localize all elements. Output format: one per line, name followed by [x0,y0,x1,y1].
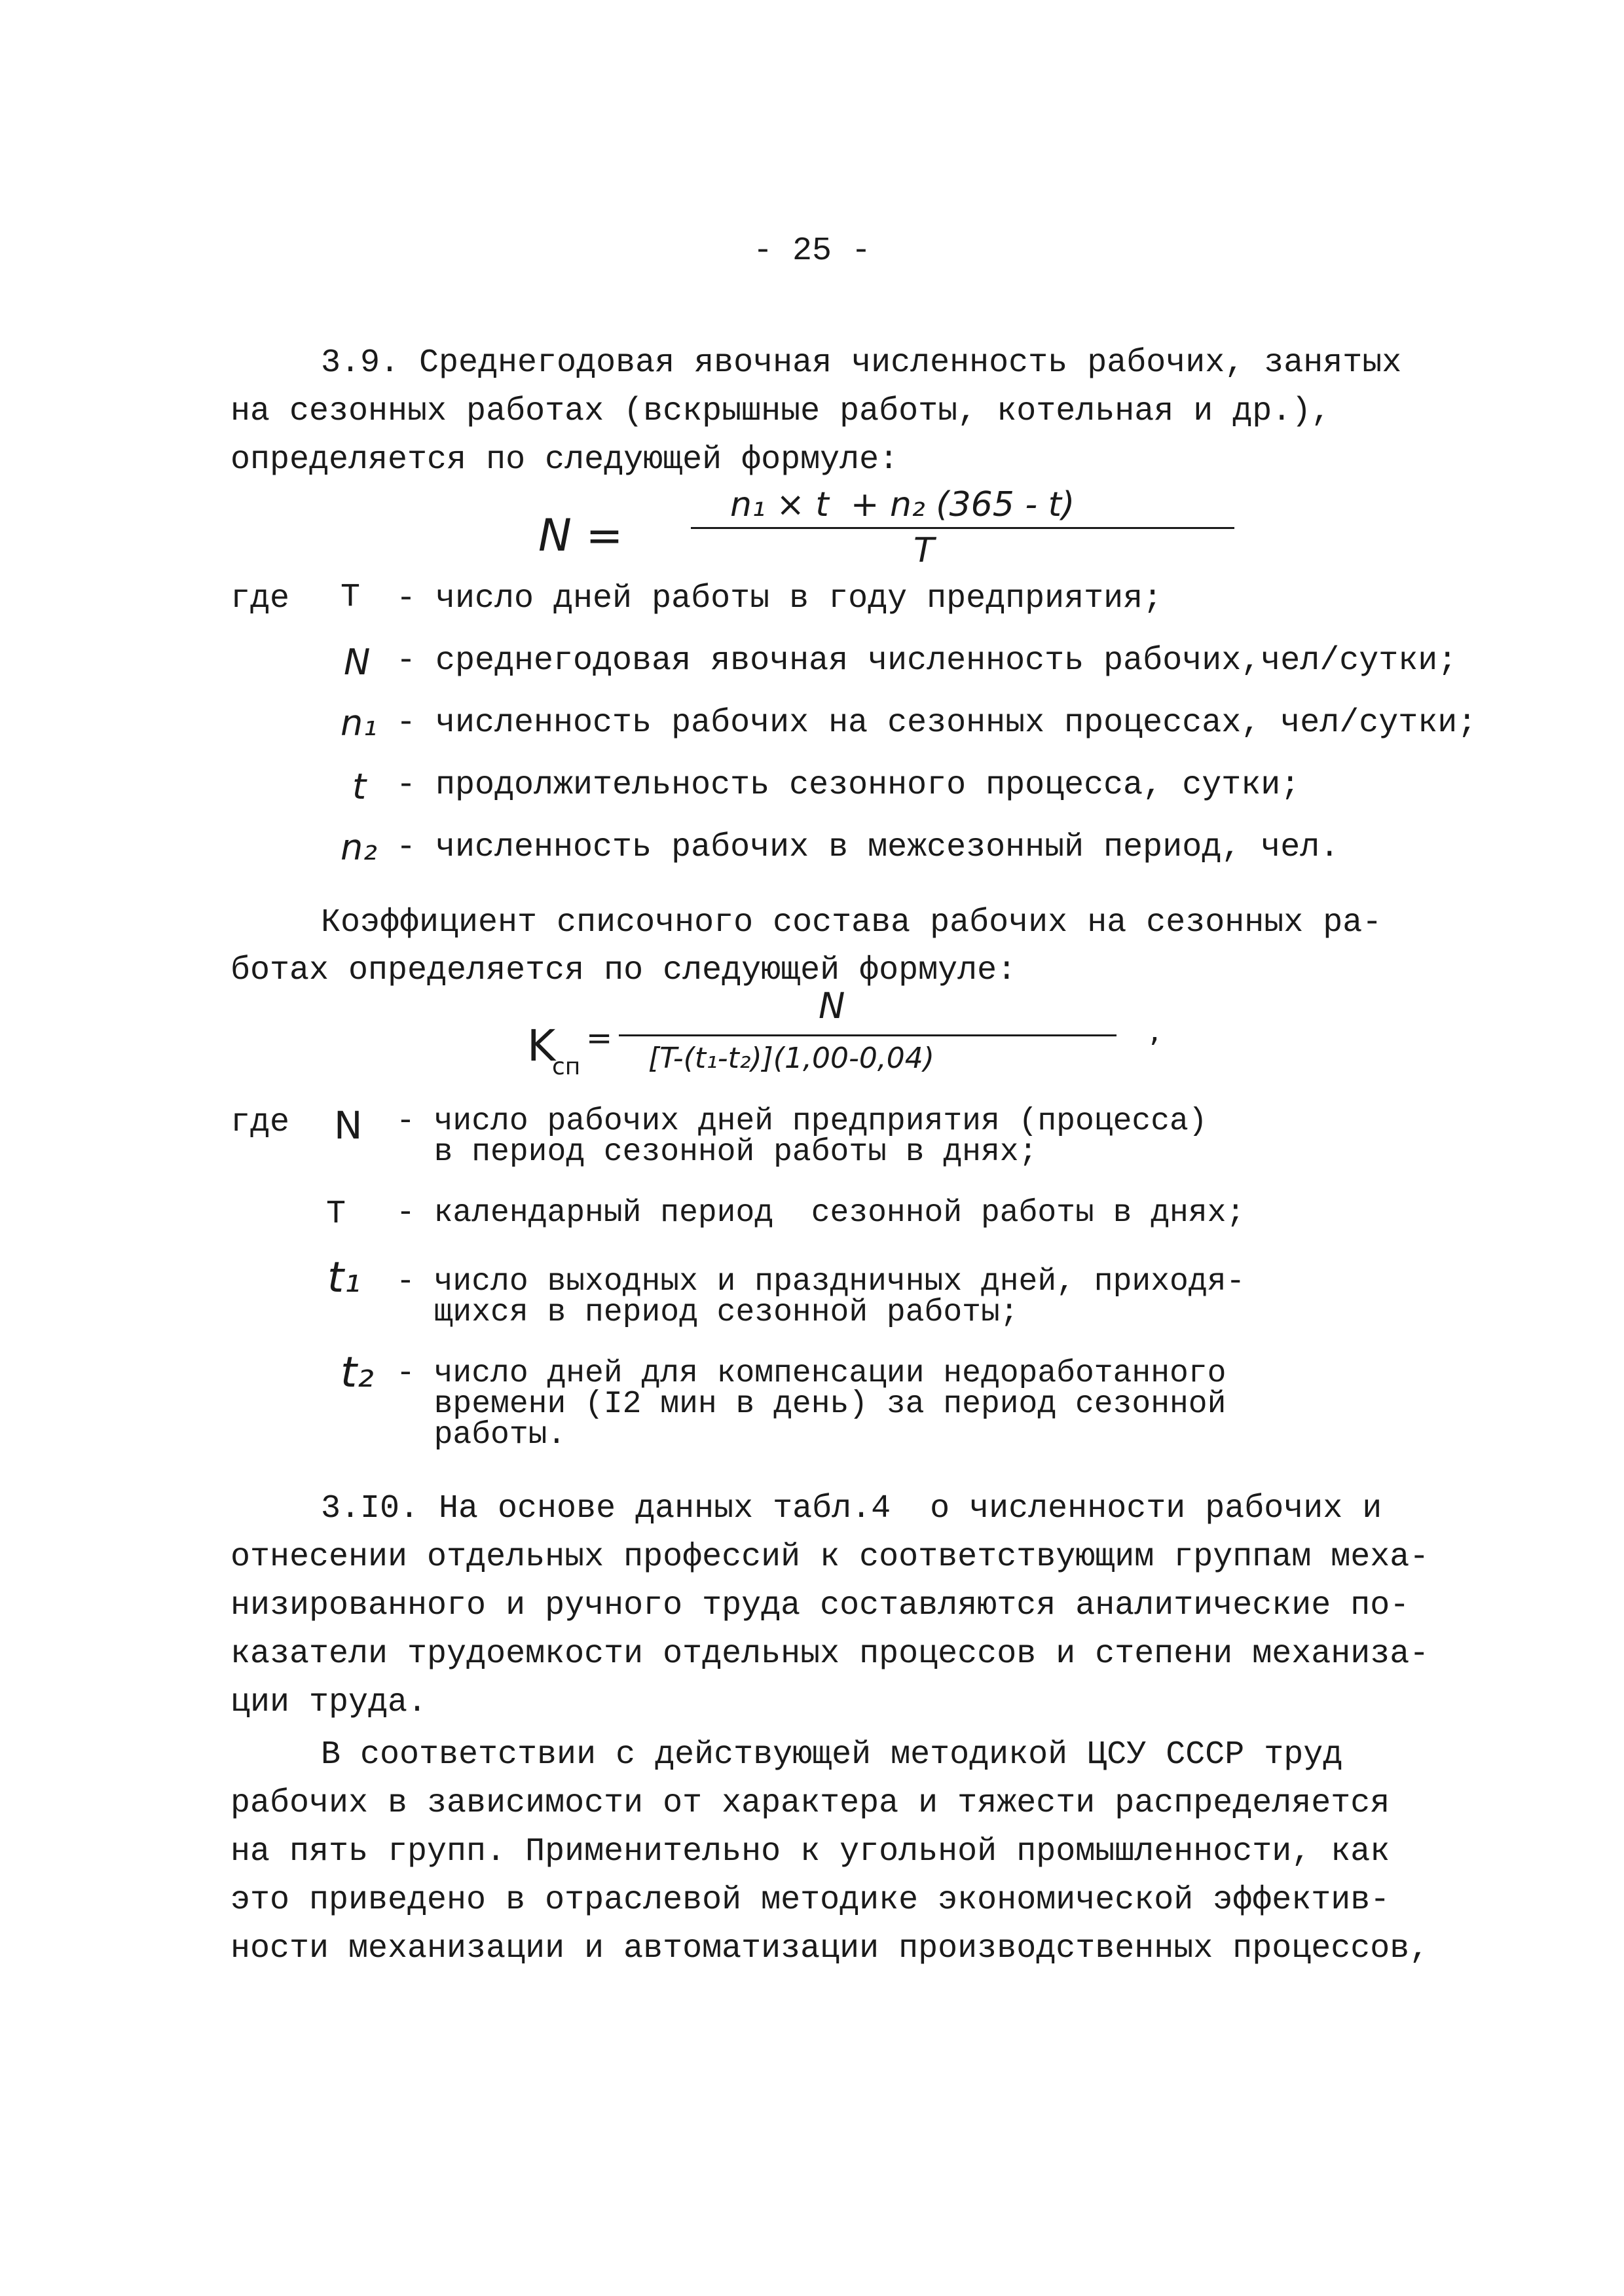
definition-text: - численность рабочих в межсезонный период, чел. [396,829,1340,866]
definition-text-line: работы. [396,1417,566,1453]
final-paragraph-line-1: В соответствии с действующей методикой ЦСУ СССР труд [321,1736,1343,1774]
definition-text: - среднегодовая явочная численность рабочих,чел/сутки; [396,642,1458,680]
where-label-1: где [231,580,290,617]
definition-symbol: n₂ [341,827,377,868]
definition-text-line: - число выходных и праздничных дней, приходя- [396,1264,1246,1300]
where-label-2: где [231,1104,290,1141]
final-paragraph-line-3: на пять групп. Применительно к угольной промышленности, как [231,1833,1390,1870]
definition-symbol: t₂ [341,1349,374,1397]
section-3-10-line-3: низированного и ручного труда составляются аналитические по- [231,1587,1410,1624]
final-paragraph-line-2: рабочих в зависимости от характера и тяжести распределяется [231,1785,1390,1822]
formula-k-subscript: сп [552,1053,581,1080]
formula-k-numerator: N [819,985,845,1027]
definition-symbol: T [341,579,361,616]
definition-text: - численность рабочих на сезонных процессах, чел/сутки; [396,704,1477,742]
formula-k-lhs: K [527,1021,556,1071]
section-3-10-line-5: ции труда. [231,1684,428,1721]
final-paragraph-line-4: это приведено в отраслевой методике экономической эффектив- [231,1882,1390,1919]
definition-text-line: - число рабочих дней предприятия (процесса) [396,1104,1208,1139]
section-3-10-line-4: казатели трудоемкости отдельных процессов и степени механиза- [231,1635,1430,1673]
definition-text-line: времени (I2 мин в день) за период сезонной [396,1387,1227,1422]
definition-symbol: t₁ [327,1254,361,1302]
definition-text-line: щихся в период сезонной работы; [396,1295,1019,1330]
formula-n-denominator: T [913,531,934,570]
definition-symbol: T [326,1195,346,1233]
section-3-9-line-3: определяется по следующей формуле: [231,441,899,479]
definition-text-line: в период сезонной работы в днях; [396,1135,1038,1170]
definition-text: - продолжительность сезонного процесса, сутки; [396,767,1301,804]
formula-k-equals: = [586,1020,613,1057]
definition-text-line: - календарный период сезонной работы в днях; [396,1195,1246,1231]
coefficient-line-1: Коэффициент списочного состава рабочих на сезонных ра- [321,904,1382,941]
formula-k-denominator: [T-(t₁-t₂)](1,00-0,04) [648,1042,934,1075]
section-3-9-line-1: 3.9. Среднегодовая явочная численность рабочих, занятых [321,344,1402,382]
definition-symbol: t [352,766,367,807]
coefficient-line-2: ботах определяется по следующей формуле: [231,952,1017,989]
definition-symbol: n₁ [341,702,377,744]
section-3-9-line-2: на сезонных работах (вскрышные работы, котельная и др.), [231,393,1331,430]
section-3-10-line-1: 3.I0. На основе данных табл.4 о численности рабочих и [321,1490,1382,1527]
formula-n-fraction-bar [691,527,1234,529]
section-3-10-line-2: отнесении отдельных профессий к соответствующим группам меха- [231,1539,1430,1576]
formula-n-numerator: n₁ × t + n₂ (365 - t) [730,485,1075,524]
formula-n-lhs: N = [538,510,623,562]
page-number: - 25 - [752,232,872,270]
definition-text: - число дней работы в году предприятия; [396,580,1163,617]
formula-k-trailing-comma: , [1149,1011,1160,1049]
definition-text-line: - число дней для компенсации недоработанного [396,1356,1227,1391]
definition-symbol: N [334,1103,363,1148]
definition-symbol: N [344,642,371,683]
formula-k-fraction-bar [619,1034,1116,1036]
final-paragraph-line-5: ности механизации и автоматизации производственных процессов, [231,1930,1430,1967]
